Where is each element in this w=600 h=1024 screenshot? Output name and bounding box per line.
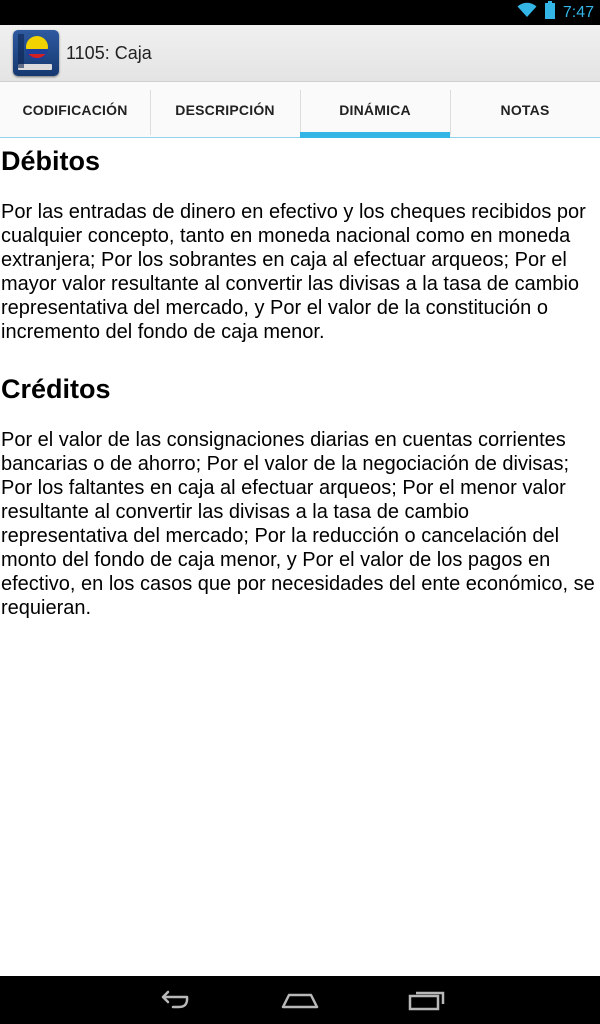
tab-label: NOTAS	[500, 101, 550, 118]
wifi-icon	[517, 2, 537, 23]
content-area[interactable]	[0, 138, 600, 620]
status-bar	[0, 0, 600, 25]
tab-notas[interactable]	[450, 82, 600, 137]
tab-descripcion[interactable]	[150, 82, 300, 137]
tab-label: DINÁMICA	[339, 101, 411, 118]
action-bar	[0, 25, 600, 82]
creditos-heading: Créditos	[1, 374, 111, 404]
recent-apps-icon[interactable]	[401, 980, 453, 1020]
navigation-bar	[0, 976, 600, 1024]
tab-dinamica[interactable]	[300, 82, 450, 137]
status-time: 7:47	[562, 3, 594, 21]
debitos-body: Por las entradas de dinero en efectivo y los cheques recibidos por cualquier concepto, tanto en moneda nacional como en moneda extranjera; Por los sobrantes en caja al efectuar arqueos; Por el mayor valor resultante al convertir las divisas a la tasa de cambio representativa del mercado, y Por el valor de la constitución o incremento del fondo de caja menor.	[1, 201, 586, 343]
tab-codificacion[interactable]	[0, 82, 150, 137]
creditos-body: Por el valor de las consignaciones diarias en cuentas corrientes bancarias o de ahorro; Por el valor de la negociación de divisas; Por los faltantes en caja al efectuar arqueos; Por el menor valor resultante al convertir las divisas a la tasa de cambio representativa del mercado; Por la reducción o cancelación del monto del fondo de caja menor, y Por el valor de los pagos en efectivo, en los casos que por necesidades del ente económico, se requieran.	[1, 429, 595, 619]
app-title: 1105: Caja	[66, 42, 152, 63]
tab-bar	[0, 82, 600, 138]
battery-icon	[545, 1, 555, 24]
back-icon[interactable]	[147, 980, 199, 1020]
tab-label: DESCRIPCIÓN	[175, 101, 275, 118]
debitos-heading: Débitos	[1, 146, 101, 176]
tab-label: CODIFICACIÓN	[22, 101, 128, 118]
colombian-flag-book-icon[interactable]	[13, 30, 59, 76]
home-icon[interactable]	[274, 980, 326, 1020]
status-icons	[517, 0, 594, 25]
